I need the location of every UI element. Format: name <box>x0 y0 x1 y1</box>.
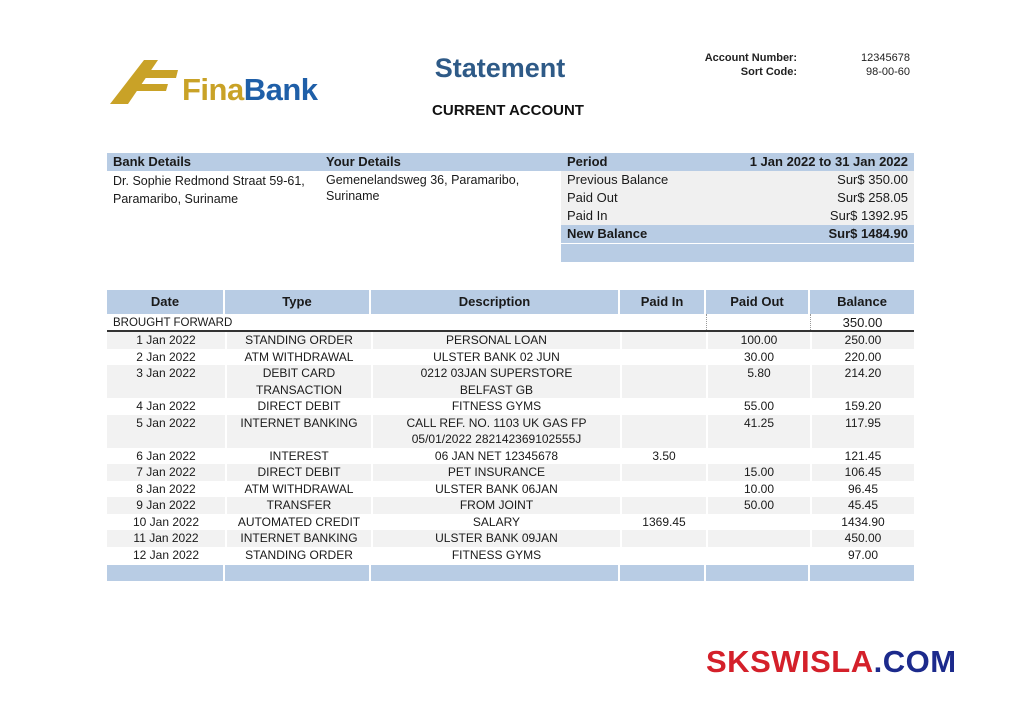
cell-date-line: 1 Jan 2022 <box>136 333 196 347</box>
cell-paid-in <box>620 365 706 398</box>
cell-date-line: 12 Jan 2022 <box>132 547 200 562</box>
account-number-value: 12345678 <box>861 52 910 64</box>
cell-type-line: STANDING ORDER <box>245 333 353 347</box>
cell-description <box>371 415 620 448</box>
watermark-part1: SKSWISLA <box>706 644 874 679</box>
cell-description-line: ULSTER BANK 02 JUN <box>433 349 560 364</box>
table-row <box>107 497 914 514</box>
bank-address-line2: Paramaribo, Suriname <box>113 192 239 206</box>
bank-name-part2: Bank <box>243 72 318 107</box>
cell-type-line: TRANSFER <box>266 498 332 512</box>
cell-type-line: ATM WITHDRAWAL <box>244 349 354 364</box>
cell-paid-out-line: 15.00 <box>743 465 775 479</box>
period-footer-bar <box>561 243 914 262</box>
cell-type-line: ATM WITHDRAWAL <box>244 481 354 496</box>
cell-date <box>107 530 225 547</box>
table-body <box>107 332 914 563</box>
paid-in-row <box>561 207 914 225</box>
statement-title: Statement <box>434 53 566 83</box>
cell-paid-out <box>706 448 810 465</box>
cell-description-line: PERSONAL LOAN <box>446 333 547 347</box>
cell-type <box>225 415 371 448</box>
cell-balance <box>810 415 914 448</box>
cell-date <box>107 547 225 564</box>
cell-description-line: 05/01/2022 282142369102555J <box>411 432 582 446</box>
cell-paid-in <box>620 481 706 498</box>
cell-date-line: 3 Jan 2022 <box>136 366 196 380</box>
cell-balance <box>810 530 914 547</box>
cell-type <box>225 448 371 465</box>
cell-description <box>371 365 620 398</box>
bank-details-heading: Bank Details <box>107 153 320 171</box>
bank-details-block <box>107 153 320 208</box>
cell-balance-line: 45.45 <box>847 498 879 512</box>
table-row <box>107 530 914 547</box>
cell-balance-line: 121.45 <box>844 448 882 463</box>
cell-description-line: PET INSURANCE <box>447 465 546 479</box>
column-header-type: Type <box>225 290 371 314</box>
previous-balance-label: Previous Balance <box>567 172 669 187</box>
cell-description <box>371 398 620 415</box>
cell-description-line: ULSTER BANK 09JAN <box>435 531 558 545</box>
table-row <box>107 332 914 349</box>
cell-paid-out <box>706 365 810 398</box>
sort-code-label: Sort Code: <box>740 66 797 78</box>
table-row <box>107 464 914 481</box>
cell-date <box>107 464 225 481</box>
cell-date-line: 4 Jan 2022 <box>136 399 196 413</box>
cell-description <box>371 332 620 349</box>
cell-balance <box>810 398 914 415</box>
cell-balance <box>810 514 914 531</box>
watermark-text <box>706 644 957 680</box>
cell-description-line: BELFAST GB <box>459 382 534 397</box>
table-row <box>107 514 914 531</box>
cell-description <box>371 349 620 366</box>
cell-type <box>225 530 371 547</box>
table-row <box>107 481 914 498</box>
cell-date <box>107 497 225 514</box>
cell-balance-line: 159.20 <box>844 399 882 413</box>
cell-type-line: DEBIT CARD <box>262 366 336 380</box>
table-row <box>107 547 914 564</box>
cell-paid-out <box>706 349 810 366</box>
cell-paid-out <box>706 332 810 349</box>
cell-description-line: SALARY <box>472 514 521 529</box>
brought-forward-row <box>107 314 914 332</box>
new-balance-value: Sur$ 1484.90 <box>828 226 908 241</box>
table-row <box>107 415 914 448</box>
cell-description <box>371 497 620 514</box>
column-header-date: Date <box>107 290 225 314</box>
paid-out-row <box>561 189 914 207</box>
cell-paid-out <box>706 464 810 481</box>
cell-balance-line: 214.20 <box>844 366 882 380</box>
cell-type-line: INTERNET BANKING <box>240 531 358 545</box>
cell-date-line: 8 Jan 2022 <box>136 481 196 496</box>
cell-description <box>371 464 620 481</box>
cell-description-line: FITNESS GYMS <box>451 547 542 562</box>
cell-type-line: INTEREST <box>269 448 329 463</box>
cell-date <box>107 398 225 415</box>
cell-type-line: STANDING ORDER <box>245 547 353 562</box>
cell-balance <box>810 448 914 465</box>
paid-out-label: Paid Out <box>567 190 618 205</box>
column-header-paid-in: Paid In <box>620 290 706 314</box>
cell-description <box>371 448 620 465</box>
cell-paid-out <box>706 481 810 498</box>
cell-date <box>107 349 225 366</box>
cell-paid-in <box>620 514 706 531</box>
brought-forward-value: 350.00 <box>810 314 914 330</box>
cell-description-line: ULSTER BANK 06JAN <box>435 481 558 496</box>
customer-address <box>320 171 561 204</box>
cell-balance-line: 1434.90 <box>841 514 885 529</box>
cell-paid-out-line: 55.00 <box>743 399 775 413</box>
cell-paid-out <box>706 497 810 514</box>
cell-balance <box>810 464 914 481</box>
cell-description-line: FITNESS GYMS <box>451 399 542 413</box>
cell-paid-in <box>620 497 706 514</box>
bank-logo-text <box>182 72 318 108</box>
cell-balance-line: 97.00 <box>847 547 879 562</box>
account-type-subtitle: CURRENT ACCOUNT <box>432 102 584 119</box>
cell-date-line: 6 Jan 2022 <box>136 448 196 463</box>
cell-type <box>225 332 371 349</box>
cell-date <box>107 415 225 448</box>
cell-date <box>107 481 225 498</box>
bank-logo <box>108 58 353 108</box>
watermark-part2: .COM <box>873 644 957 679</box>
cell-description <box>371 530 620 547</box>
previous-balance-value: Sur$ 350.00 <box>837 172 908 187</box>
cell-paid-out-line: 5.80 <box>747 366 771 380</box>
cell-paid-in-line: 1369.45 <box>642 514 686 529</box>
your-details-block <box>320 153 561 204</box>
cell-paid-in <box>620 530 706 547</box>
cell-paid-out-line: 30.00 <box>743 349 775 364</box>
column-header-balance: Balance <box>837 294 887 309</box>
cell-paid-in <box>620 464 706 481</box>
cell-date-line: 2 Jan 2022 <box>136 349 196 364</box>
table-header <box>107 290 914 314</box>
cell-paid-out-line: 41.25 <box>743 415 775 430</box>
cell-paid-in <box>620 332 706 349</box>
cell-balance <box>810 497 914 514</box>
cell-type-line: DIRECT DEBIT <box>257 399 341 413</box>
cell-description-line: CALL REF. NO. 1103 UK GAS FP <box>406 415 587 430</box>
cell-date <box>107 332 225 349</box>
cell-paid-in <box>620 415 706 448</box>
cell-balance-line: 220.00 <box>844 349 882 364</box>
cell-description-line: 06 JAN NET 12345678 <box>434 448 559 463</box>
period-header-row <box>561 153 914 171</box>
cell-description-line: 0212 03JAN SUPERSTORE <box>420 366 573 380</box>
cell-date-line: 9 Jan 2022 <box>136 498 196 512</box>
cell-type <box>225 481 371 498</box>
cell-paid-in <box>620 547 706 564</box>
cell-type-line: INTERNET BANKING <box>240 415 358 430</box>
account-number-label: Account Number: <box>704 52 797 64</box>
cell-type-line: TRANSACTION <box>255 382 342 397</box>
cell-type <box>225 497 371 514</box>
bank-address <box>107 171 320 208</box>
customer-address-line2: Suriname <box>326 189 380 203</box>
cell-paid-out <box>706 514 810 531</box>
logo-mark-icon <box>108 58 180 106</box>
cell-type-line: DIRECT DEBIT <box>257 465 341 479</box>
column-header-description: Description <box>371 290 620 314</box>
cell-date-line: 11 Jan 2022 <box>133 531 199 545</box>
bank-address-line1: Dr. Sophie Redmond Straat 59-61, <box>113 174 305 188</box>
cell-date-line: 7 Jan 2022 <box>136 465 196 479</box>
cell-description-line: FROM JOINT <box>459 498 534 512</box>
cell-balance <box>810 349 914 366</box>
period-summary <box>561 153 914 262</box>
cell-type <box>225 514 371 531</box>
new-balance-label: New Balance <box>567 226 648 241</box>
cell-balance-line: 250.00 <box>844 333 882 347</box>
cell-balance <box>810 547 914 564</box>
period-value: 1 Jan 2022 to 31 Jan 2022 <box>749 154 908 169</box>
cell-balance <box>810 332 914 349</box>
table-row <box>107 448 914 465</box>
cell-type <box>225 349 371 366</box>
cell-paid-out-line: 10.00 <box>743 481 775 496</box>
cell-date-line: 10 Jan 2022 <box>132 514 200 529</box>
paid-in-label: Paid In <box>567 208 608 223</box>
table-row <box>107 349 914 366</box>
cell-description <box>371 514 620 531</box>
cell-paid-out-line: 50.00 <box>743 498 775 512</box>
cell-balance-line: 450.00 <box>844 531 882 545</box>
paid-out-value: Sur$ 258.05 <box>837 190 908 205</box>
cell-balance <box>810 481 914 498</box>
cell-description <box>371 547 620 564</box>
cell-paid-out <box>706 398 810 415</box>
cell-paid-in-line: 3.50 <box>652 448 676 463</box>
customer-address-line1: Gemenelandsweg 36, Paramaribo, <box>326 173 520 187</box>
cell-paid-in <box>620 448 706 465</box>
cell-description <box>371 481 620 498</box>
cell-type-line: AUTOMATED CREDIT <box>237 514 361 529</box>
cell-type <box>225 365 371 398</box>
cell-paid-out <box>706 547 810 564</box>
bank-name-part1: Fina <box>182 72 244 107</box>
table-footer-bar <box>107 565 914 581</box>
cell-paid-out <box>706 415 810 448</box>
table-row <box>107 398 914 415</box>
table-row <box>107 365 914 398</box>
cell-balance <box>810 365 914 398</box>
cell-paid-in <box>620 398 706 415</box>
account-info <box>700 51 910 79</box>
cell-type <box>225 547 371 564</box>
your-details-heading: Your Details <box>320 153 561 171</box>
new-balance-row <box>561 225 914 243</box>
cell-balance-line: 106.45 <box>844 465 882 479</box>
cell-date <box>107 514 225 531</box>
cell-paid-out <box>706 530 810 547</box>
brought-forward-label: BROUGHT FORWARD <box>113 317 233 329</box>
paid-in-value: Sur$ 1392.95 <box>829 208 908 223</box>
cell-paid-in <box>620 349 706 366</box>
transactions-table <box>107 290 914 581</box>
cell-type <box>225 464 371 481</box>
period-label: Period <box>567 154 608 169</box>
cell-date <box>107 365 225 398</box>
cell-paid-out-line: 100.00 <box>740 333 778 347</box>
cell-balance-line: 117.95 <box>845 415 881 430</box>
cell-type <box>225 398 371 415</box>
sort-code-value: 98-00-60 <box>865 66 910 78</box>
column-header-paid-out: Paid Out <box>706 290 810 314</box>
cell-date-line: 5 Jan 2022 <box>136 415 196 430</box>
previous-balance-row <box>561 171 914 189</box>
cell-balance-line: 96.45 <box>847 481 879 496</box>
cell-date <box>107 448 225 465</box>
